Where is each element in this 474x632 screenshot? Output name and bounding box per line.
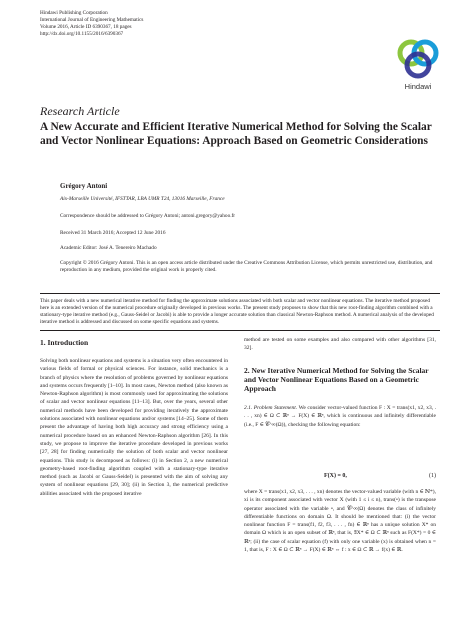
academic-editor: Academic Editor: José A. Tenereiro Machado — [60, 245, 157, 251]
hindawi-logo-icon — [396, 36, 440, 82]
received-dates: Received 31 March 2016; Accepted 12 June 2016 — [60, 230, 166, 236]
section1-body: Solving both nonlinear equations and systems is a situation very often encountered in various fields of formal or physical sciences. For instance, solid mechanics is a branch of physics where the resolution of problems governed by nonlinear equations and systems occurs frequently [1–10]. In most cases, Newton method (also known as Newton-Raphson algorithm) is most commonly used for approximating the solutions of scalar and vector nonlinear equations [11–13]. But, over the years, several other numerical methods have been developed for providing iteratively the approximate solutions associated with nonlinear equations and/or systems [14–25]. Some of them present the advantage of having both high accuracy and strong efficiency using a numerical procedure based on an enhanced Newton-Raphson algorithm [26]. In this study, we propose to improve the iterative procedure developed in previous works [27, 28] for finding numerically the solution of both scalar and vector nonlinear equations. This study is decomposed as follows: (i) in Section 2, a new numerical geometry-based root-finding algorithm coupled with a stationary-type iterative method (such as Jacobi or Gauss-Seidel) is presented with the aim of solving any system of nonlinear equations [29, 30]; (ii) in Section 3, the numerical predictive abilities associated with the proposed iterative — [40, 358, 228, 497]
section2-body — [244, 404, 436, 429]
abstract: This paper deals with a new numerical iterative method for finding the approximate solutions associated with both scalar and vector nonlinear equations. The iterative method proposed here is an extended version of the numerical procedure originally developed in previous works. The present study proposes to show that this new root-finding algorithm combined with a stationary-type iterative method (e.g., Gauss-Seidel or Jacobi) is able to provide a longer accurate solution than classical Newton-Raphson method. A numerical analysis of the developed iterative method is addressed and discussed on some specific equations and systems. — [40, 293, 440, 331]
doi-link[interactable]: http://dx.doi.org/10.1155/2016/6390367 — [40, 31, 124, 37]
section2-body-continued: where X = trans(x1, x2, x3, . . . , xn) denotes the vector-valued variable (with n ∈ ℕ*), xi is its component associated with vector X (with 1 ≤ i ≤ n), trans(•) is the transpose operator associated with the variable •, and 𝒞^∞(Ω) denotes the class of infinitely differentiable functions on domain Ω. It should be mentioned that: (i) the vector nonlinear function F = trans(f1, f2, f3, . . . , fn) ∈ ℝⁿ has a unique solution X* on domain Ω which is an open subset of ℝⁿ, that is, ∃X* ∈ Ω ⊂ ℝⁿ such as F(X*) = 0 ∈ ℝⁿ; (ii) the case of scalar equation (f) with only one variable (x) is obtained when n = 1, that is, F : X ∈ Ω ⊂ ℝⁿ → F(X) ∈ ℝⁿ ⇔ f : x ∈ Ω ⊂ ℝ → f(x) ∈ ℝ. — [244, 489, 437, 554]
subsection-label: 2.1. Problem Statement. — [244, 405, 298, 411]
right-column-continuation: method are tested on some examples and also compared with other algorithms [31, 32]. — [244, 337, 436, 352]
section2-intro: We consider vector-valued function F : X = trans(x1, x2, x3, . . . , xn) ∈ Ω ⊂ ℝⁿ → F(X) ∈ ℝⁿ, which is continuous and infinitely differentiable (i.e., F ∈ 𝒞^∞(Ω)), checking the following equation: — [244, 405, 436, 428]
correspondence: Correspondence should be addressed to Grégory Antoni; antoni.gregory@yahoo.fr — [60, 213, 236, 219]
author-name: Grégory Antoni — [60, 182, 108, 190]
journal-line: International Journal of Engineering Mathematics — [40, 17, 144, 23]
journal-info — [40, 10, 143, 38]
section2-heading: 2. New Iterative Numerical Method for Solving the Scalar and Vector Nonlinear Equations Based on a Geometric Approach — [244, 366, 429, 393]
copyright: Copyright © 2016 Grégory Antoni. This is an open access article distributed under the Creative Commons Attribution License, which permits unrestricted use, distribution, and reproduction in any medium, provided the original work is properly cited. — [60, 260, 433, 273]
section1-heading: 1. Introduction — [40, 338, 89, 347]
publisher-line: Hindawi Publishing Corporation — [40, 10, 108, 16]
article-type: Research Article — [40, 104, 120, 118]
volume-line: Volume 2016, Article ID 6390367, 18 pages — [40, 24, 132, 30]
article-title: A New Accurate and Efficient Iterative Numerical Method for Solving the Scalar and Vector Nonlinear Equations: Approach Based on Geometric Considerations — [40, 121, 432, 147]
hindawi-logo-text: Hindawi — [404, 82, 432, 91]
equation-number: (1) — [429, 473, 436, 479]
equation-expression: F(X) = 0, — [324, 473, 347, 479]
affiliation: Aix-Marseille Université, IFSTTAR, LBA UMR T24, 13016 Marseille, France — [60, 196, 225, 202]
